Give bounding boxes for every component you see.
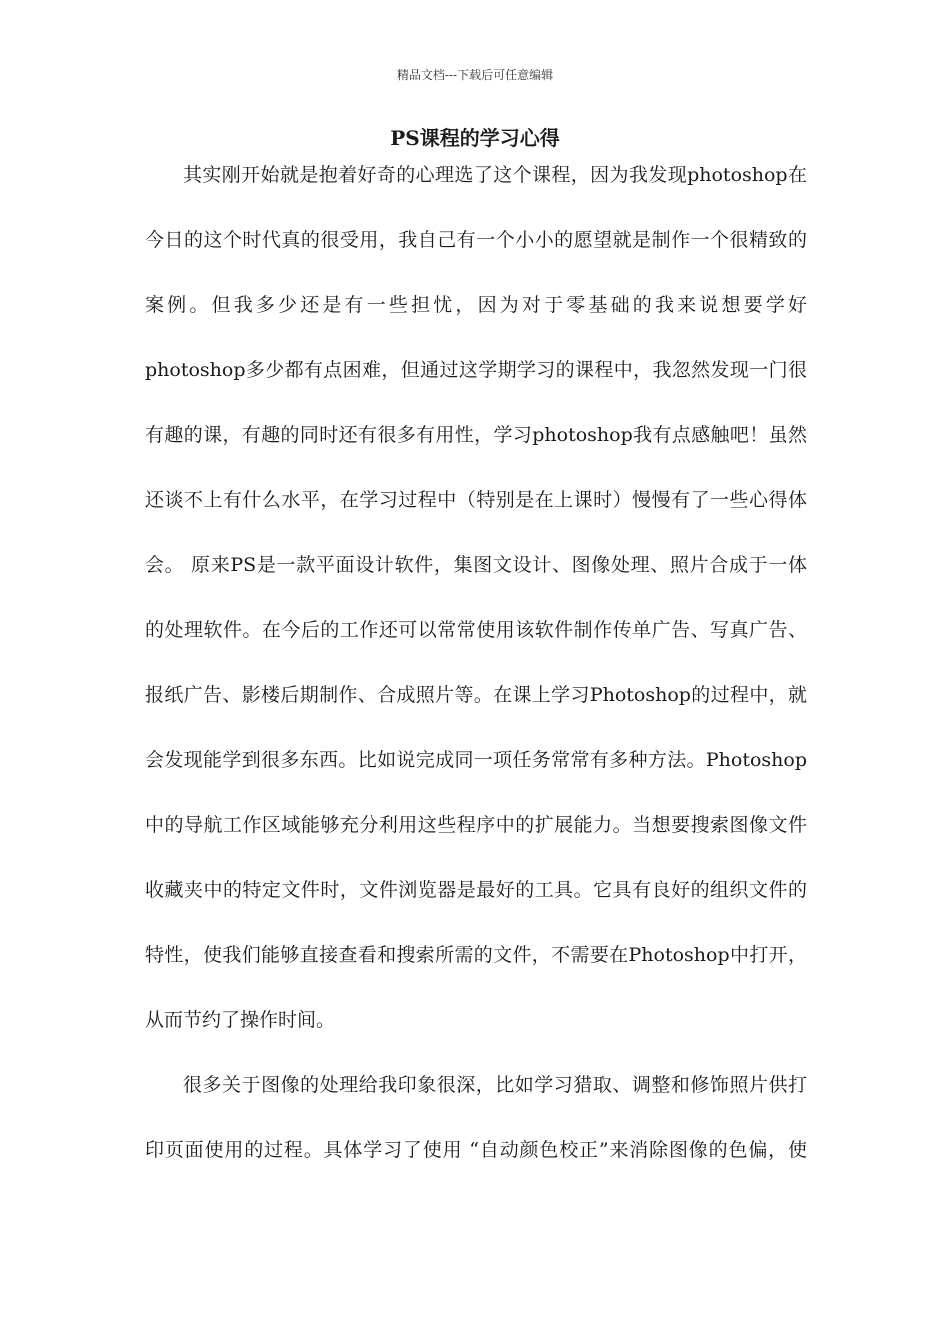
paragraph-1 bbox=[145, 143, 807, 1053]
paragraph-2 bbox=[145, 1053, 807, 1183]
text-line: 特性，使我们能够直接查看和搜索所需的文件，不需要在Photoshop中打开， bbox=[145, 944, 807, 966]
text-line: 还谈不上有什么水平，在学习过程中（特别是在上课时）慢慢有了一些心得体 bbox=[145, 489, 807, 511]
text-line: 有趣的课，有趣的同时还有很多有用性，学习photoshop我有点感触吧！虽然 bbox=[145, 424, 807, 446]
text-line: 很多关于图像的处理给我印象很深，比如学习猎取、调整和修饰照片供打 bbox=[183, 1074, 807, 1096]
text-line: 会发现能学到很多东西。比如说完成同一项任务常常有多种方法。Photoshop bbox=[145, 749, 807, 771]
text-line: 会。 原来PS是一款平面设计软件，集图文设计、图像处理、照片合成于一体 bbox=[145, 554, 807, 576]
page-header-note: 精品文档---下载后可任意编辑 bbox=[396, 68, 554, 82]
text-line: 案例。但我多少还是有一些担忧，因为对于零基础的我来说想要学好 bbox=[145, 294, 807, 316]
text-line: 收藏夹中的特定文件时，文件浏览器是最好的工具。它具有良好的组织文件的 bbox=[145, 879, 807, 901]
text-line: 从而节约了操作时间。 bbox=[145, 1009, 336, 1031]
text-line: 的处理软件。在今后的工作还可以常常使用该软件制作传单广告、写真广告、 bbox=[145, 619, 807, 641]
text-line: photoshop多少都有点困难，但通过这学期学习的课程中，我忽然发现一门很 bbox=[145, 359, 807, 381]
text-line: 其实刚开始就是抱着好奇的心理选了这个课程，因为我发现photoshop在 bbox=[183, 164, 807, 186]
document-body bbox=[145, 143, 807, 1183]
document-title: PS课程的学习心得 bbox=[390, 126, 560, 150]
text-line: 中的导航工作区域能够充分利用这些程序中的扩展能力。当想要搜索图像文件 bbox=[145, 814, 807, 836]
text-line: 今日的这个时代真的很受用，我自己有一个小小的愿望就是制作一个很精致的 bbox=[145, 229, 807, 251]
text-line: 印页面使用的过程。具体学习了使用 “自动颜色校正”来消除图像的色偏，使 bbox=[145, 1139, 807, 1161]
text-line: 报纸广告、影楼后期制作、合成照片等。在课上学习Photoshop的过程中，就 bbox=[145, 684, 807, 706]
